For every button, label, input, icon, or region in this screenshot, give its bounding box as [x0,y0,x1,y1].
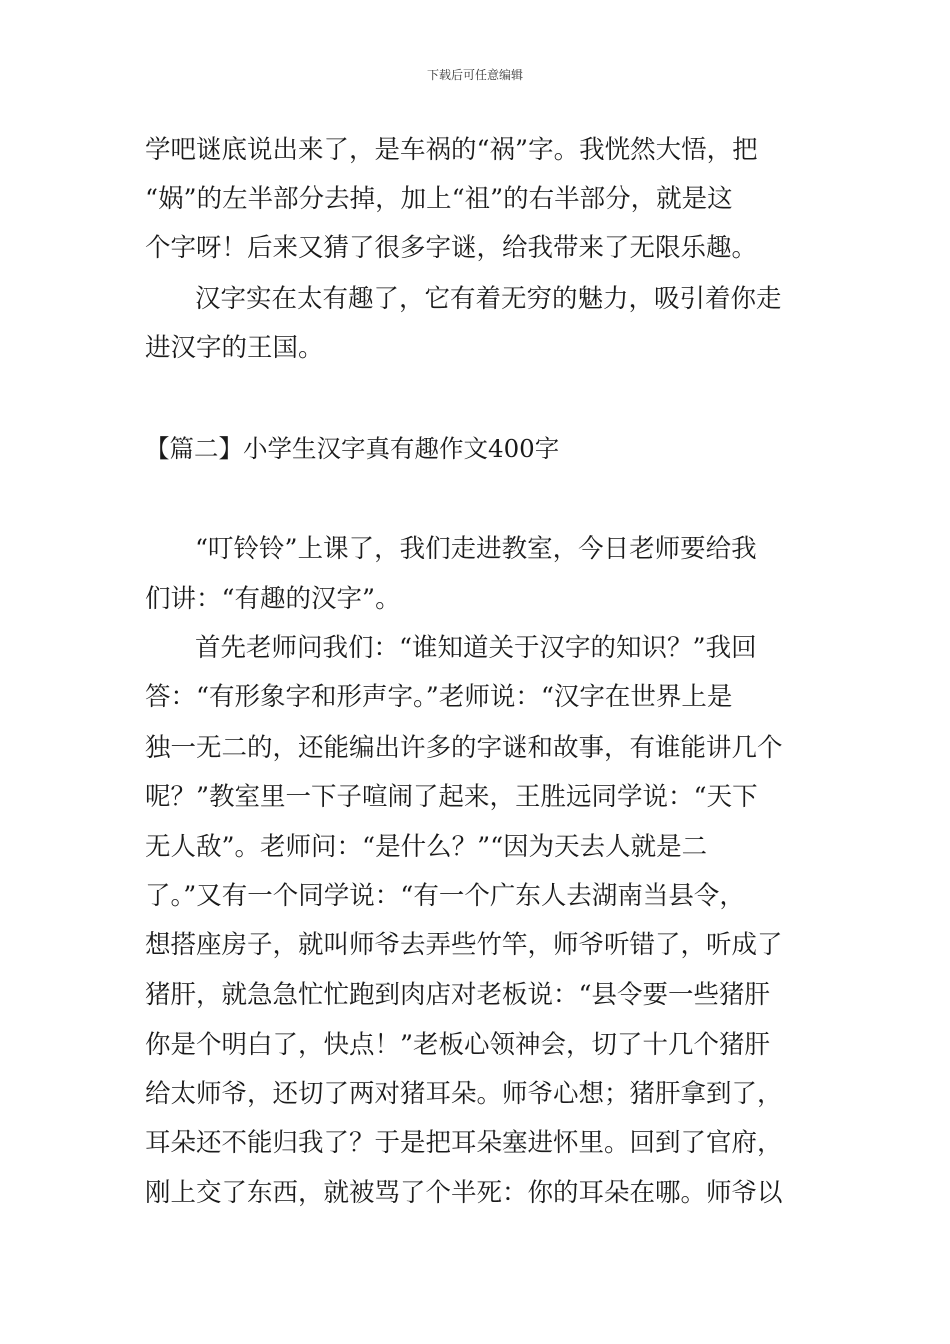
text-line: “叮铃铃”上课了，我们走进教室，今日老师要给我 [195,534,757,564]
text-line: 学吧谜底说出来了，是车祸的“祸”字。我恍然大悟，把 [145,135,758,165]
text-line: 进汉字的王国。 [145,333,324,363]
text-line: 刚上交了东西，就被骂了个半死：你的耳朵在哪。师爷以 [145,1178,783,1208]
text-line: 汉字实在太有趣了，它有着无穷的魅力，吸引着你走 [195,284,782,314]
text-line: 个字呀！后来又猜了很多字谜，给我带来了无限乐趣。 [145,233,758,263]
section-heading: 【篇二】小学生汉字真有趣作文400字 [145,434,560,463]
text-line: “娲”的左半部分去掉，加上“祖”的右半部分，就是这 [145,184,733,214]
header-note: 下载后可任意编辑 [426,68,523,82]
text-line: 独一无二的，还能编出许多的字谜和故事，有谁能讲几个 [145,733,783,763]
text-line: 想搭座房子，就叫师爷去弄些竹竿，师爷听错了，听成了 [145,930,783,960]
text-line: 了。”又有一个同学说：“有一个广东人去湖南当县令， [145,881,745,911]
text-line: 给太师爷，还切了两对猪耳朵。师爷心想；猪肝拿到了， [145,1079,783,1109]
text-line: 无人敌”。老师问：“是什么？”“因为天去人就是二 [145,832,708,862]
text-line: 呢？”教室里一下子喧闹了起来，王胜远同学说：“天下 [145,782,758,812]
text-line: 耳朵还不能归我了？于是把耳朵塞进怀里。回到了官府， [145,1128,783,1158]
text-line: 猪肝，就急急忙忙跑到肉店对老板说：“县令要一些猪肝 [145,980,771,1010]
text-line: 你是个明白了，快点！”老板心领神会，切了十几个猪肝 [145,1030,771,1060]
text-line: 答：“有形象字和形声字。”老师说：“汉字在世界上是 [145,682,733,712]
text-line: 首先老师问我们：“谁知道关于汉字的知识？”我回 [195,633,757,663]
text-line: 们讲：“有趣的汉字”。 [145,584,401,614]
